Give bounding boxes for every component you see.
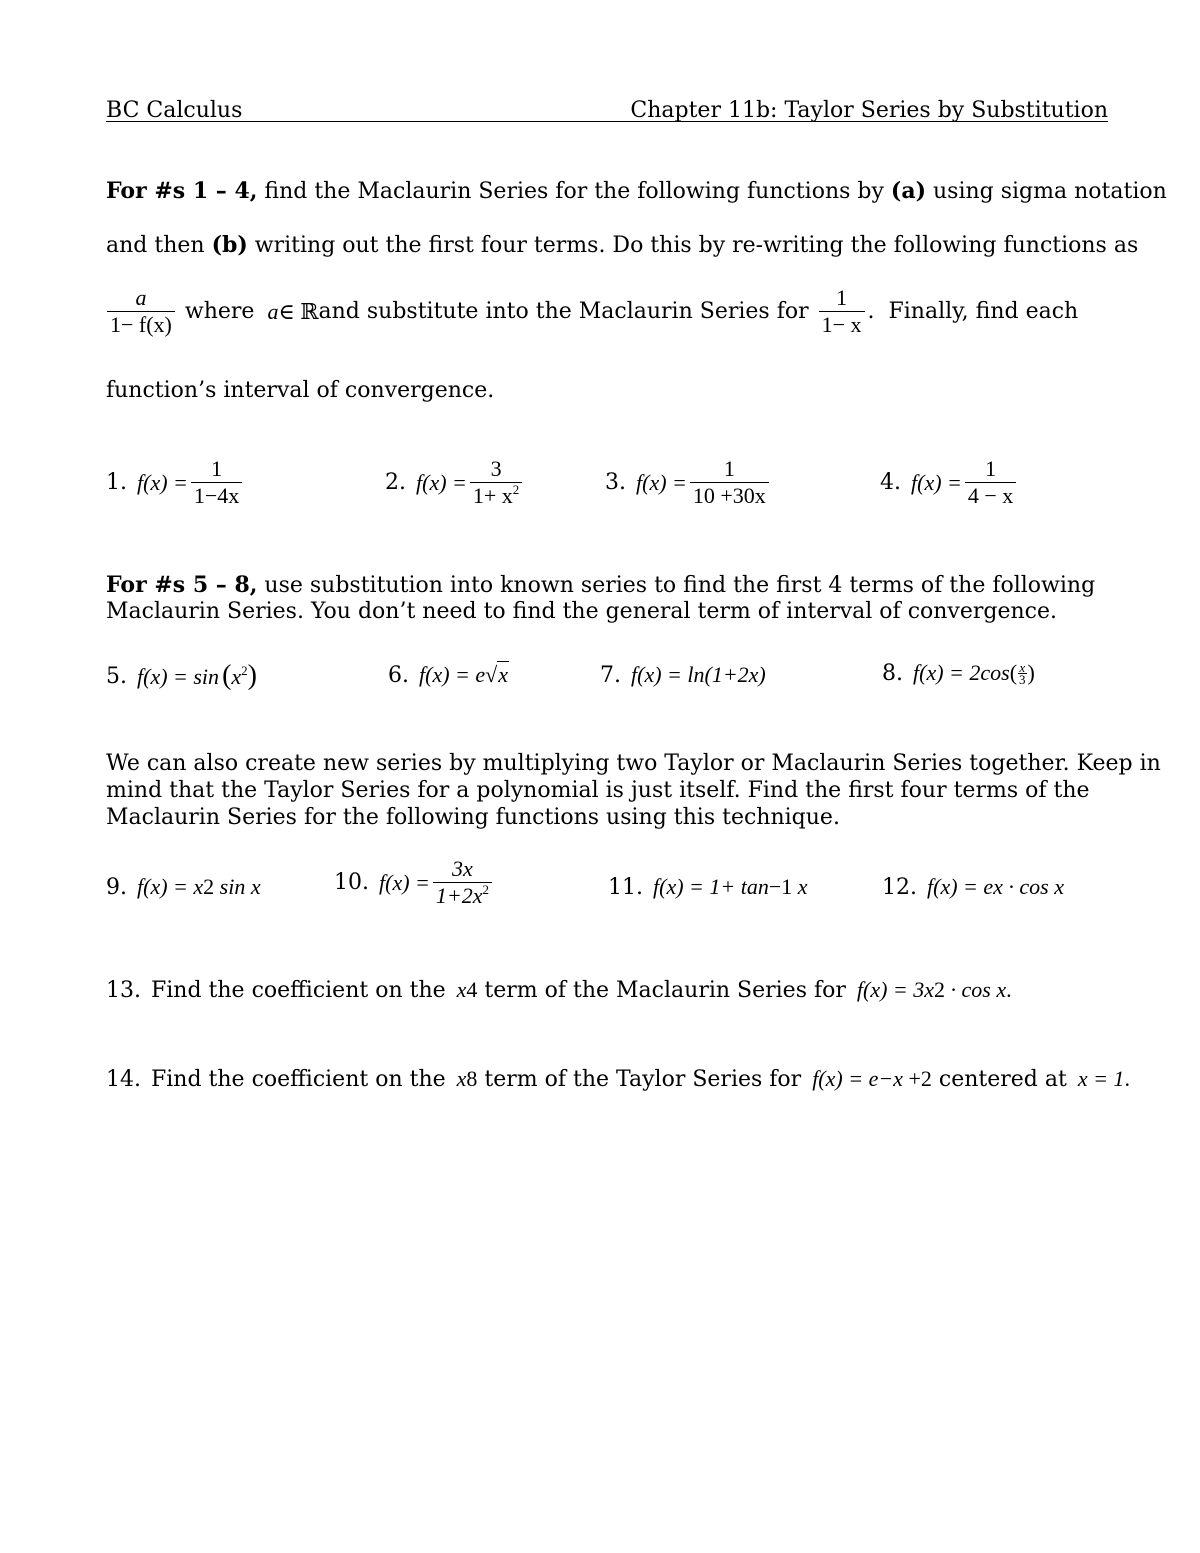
denominator-exponent: 2 — [512, 482, 520, 497]
problem-11: 11. f(x) = 1+ tan −1 x — [608, 874, 808, 900]
section1-line1 — [106, 178, 1167, 204]
radicand: x — [498, 662, 508, 687]
problem-fraction — [433, 857, 492, 908]
denominator-exponent: 2 — [482, 882, 489, 897]
frac-denominator — [470, 482, 522, 508]
term-variable: x — [456, 1066, 467, 1091]
frac-denominator: 1−4x — [191, 482, 242, 508]
problem-1 — [106, 457, 245, 508]
problem-number: 9. — [106, 874, 127, 900]
close-paren: ) — [247, 660, 257, 691]
open-paren: ( — [1009, 660, 1018, 685]
problem-lhs: f(x) = e — [419, 662, 486, 687]
frac-numerator: x — [1019, 659, 1026, 675]
problem-text-3: centered at — [931, 1066, 1074, 1092]
problem-fraction — [690, 457, 769, 508]
section1-where: where — [177, 299, 262, 324]
frac-numerator: 3 — [490, 456, 502, 481]
close-paren: ) — [1027, 660, 1035, 685]
problem-number: 13. — [106, 977, 141, 1003]
frac-denominator: 1− x — [819, 311, 865, 337]
section1-a-var: a — [267, 298, 279, 324]
problem-lhs: f(x) = — [137, 469, 188, 495]
section1-in-reals: ∈ ℝ — [278, 298, 319, 324]
problem-3 — [605, 457, 772, 508]
expr-center: x = 1 — [1077, 1066, 1125, 1091]
problem-lhs: f(x) = — [416, 469, 467, 495]
frac-numerator: 1 — [723, 456, 735, 481]
fraction-1-over-1-minus-x — [819, 286, 865, 337]
problem-12: 12. f(x) = e x · cos x — [882, 874, 1064, 900]
problem-number: 3. — [605, 470, 626, 495]
section1-line3-text: and substitute into the Maclaurin Series for — [318, 299, 816, 324]
problem-lhs: f(x) = sin — [137, 664, 220, 689]
term-variable: x — [456, 977, 467, 1002]
problem-number: 1. — [106, 470, 127, 495]
frac-denominator: 3 — [1019, 671, 1026, 687]
section1-line3 — [104, 286, 1078, 337]
frac-numerator: 1 — [985, 456, 997, 481]
problem-5 — [106, 660, 257, 692]
header-course-title: BC Calculus — [106, 98, 243, 123]
problem-number: 10. — [334, 870, 369, 895]
frac-denominator: 10 +30x — [690, 482, 769, 508]
problem-expression — [137, 660, 257, 692]
problem-6: 6. f(x) = e √x — [388, 662, 508, 688]
problem-fraction — [191, 457, 242, 508]
problem-number: 12. — [882, 874, 917, 900]
problem-10 — [334, 857, 495, 908]
frac-numerator: a — [135, 285, 147, 310]
problem-7 — [600, 662, 766, 688]
problem-number: 2. — [385, 470, 406, 495]
expr-part-2: +2 — [902, 1066, 932, 1091]
problem-text-2: term of the Taylor Series for — [477, 1066, 809, 1092]
problem-number: 14. — [106, 1066, 141, 1092]
problem-number: 4. — [880, 470, 901, 495]
section2-line1-text: use substitution into known series to find the first 4 terms of the following — [257, 573, 1096, 598]
section1-line1-tail: using sigma notation — [926, 179, 1167, 204]
fraction-x-over-3 — [1018, 659, 1027, 687]
section1-lead: For #s 1 – 4, — [106, 178, 258, 204]
problem-8 — [882, 660, 1035, 686]
frac-numerator: 1 — [211, 456, 223, 481]
frac-denominator: 4 − x — [965, 482, 1016, 508]
fraction-a-over-1-minus-f — [107, 286, 175, 337]
section2-lead: For #s 5 – 8, — [106, 572, 258, 598]
problem-2 — [385, 457, 525, 508]
section1-line1-text: find the Maclaurin Series for the following functions by — [257, 179, 891, 204]
section1-line2 — [106, 232, 1138, 258]
problem-number: 6. — [388, 662, 409, 688]
problem-13: 13. Find the coefficient on the x 4 term of the Maclaurin Series for f(x) = 3x 2 · cos x . — [106, 977, 1012, 1003]
problem-number: 7. — [600, 662, 621, 688]
expr-part-2: · cos x — [945, 977, 1007, 1002]
section1-line3-tail: . Finally, find each — [867, 299, 1079, 324]
section1-line2-head: and then — [106, 233, 212, 258]
problem-lhs: f(x) = 1+ tan — [653, 874, 769, 899]
argument-exponent: 2 — [241, 663, 248, 678]
problem-tail: sin x — [214, 874, 261, 899]
frac-numerator: 3x — [452, 856, 473, 881]
section1-a-label: (a) — [890, 178, 926, 204]
section3-line2: mind that the Taylor Series for a polynomial is just itself. Find the first four terms of the — [106, 778, 1090, 803]
denominator-base: 1+2x — [435, 883, 483, 908]
problem-lhs: f(x) = — [636, 469, 687, 495]
frac-denominator: 1− f(x) — [107, 311, 175, 337]
frac-denominator — [433, 882, 492, 908]
expr-part-1: f(x) = 3x — [856, 977, 935, 1002]
denominator-base: 1+ x — [472, 483, 513, 508]
problem-expression: f(x) = ln(1+2x) — [631, 662, 766, 687]
problem-lhs: f(x) = 2cos — [913, 660, 1010, 685]
problem-tail: · cos x — [1002, 874, 1064, 899]
problem-number: 8. — [882, 660, 903, 686]
header-chapter-title: Chapter 11b: Taylor Series by Substitution — [630, 98, 1108, 123]
end-period: . — [1006, 977, 1012, 1002]
problem-text-1: Find the coefficient on the — [151, 977, 453, 1003]
section1-line2-tail: writing out the first four terms. Do this by re-writing the following functions as — [247, 233, 1139, 258]
problem-lhs: f(x) = x — [137, 874, 204, 899]
expr-part-1: f(x) = e — [812, 1066, 879, 1091]
problem-number: 5. — [106, 663, 127, 689]
section1-line4: function’s interval of convergence. — [106, 378, 495, 403]
problem-text-2: term of the Maclaurin Series for — [477, 977, 853, 1003]
sin-argument: x — [231, 664, 242, 689]
header-rule — [106, 121, 1108, 122]
end-period: . — [1124, 1066, 1130, 1091]
section3-line1: We can also create new series by multiplying two Taylor or Maclaurin Series together. Keep in — [106, 751, 1161, 776]
problem-tail: x — [792, 874, 808, 899]
problem-fraction — [470, 457, 522, 508]
section2-line1 — [106, 572, 1095, 598]
problem-number: 11. — [608, 874, 643, 900]
problem-14: 14. Find the coefficient on the x 8 term of the Taylor Series for f(x) = e −x +2 centered at x = 1 . — [106, 1066, 1130, 1092]
section2-line2: Maclaurin Series. You don’t need to find the general term of interval of convergence. — [106, 599, 1057, 624]
problem-lhs: f(x) = — [911, 469, 962, 495]
problem-9: 9. f(x) = x 2 sin x — [106, 874, 261, 900]
problem-4 — [880, 457, 1019, 508]
problem-lhs: f(x) = — [379, 869, 430, 895]
frac-numerator: 1 — [836, 285, 848, 310]
problem-lhs: f(x) = e — [927, 874, 994, 899]
problem-fraction — [965, 457, 1016, 508]
section3-line3: Maclaurin Series for the following functions using this technique. — [106, 805, 840, 830]
section1-b-label: (b) — [211, 232, 248, 258]
problem-text-1: Find the coefficient on the — [151, 1066, 453, 1092]
open-paren: ( — [222, 660, 232, 691]
